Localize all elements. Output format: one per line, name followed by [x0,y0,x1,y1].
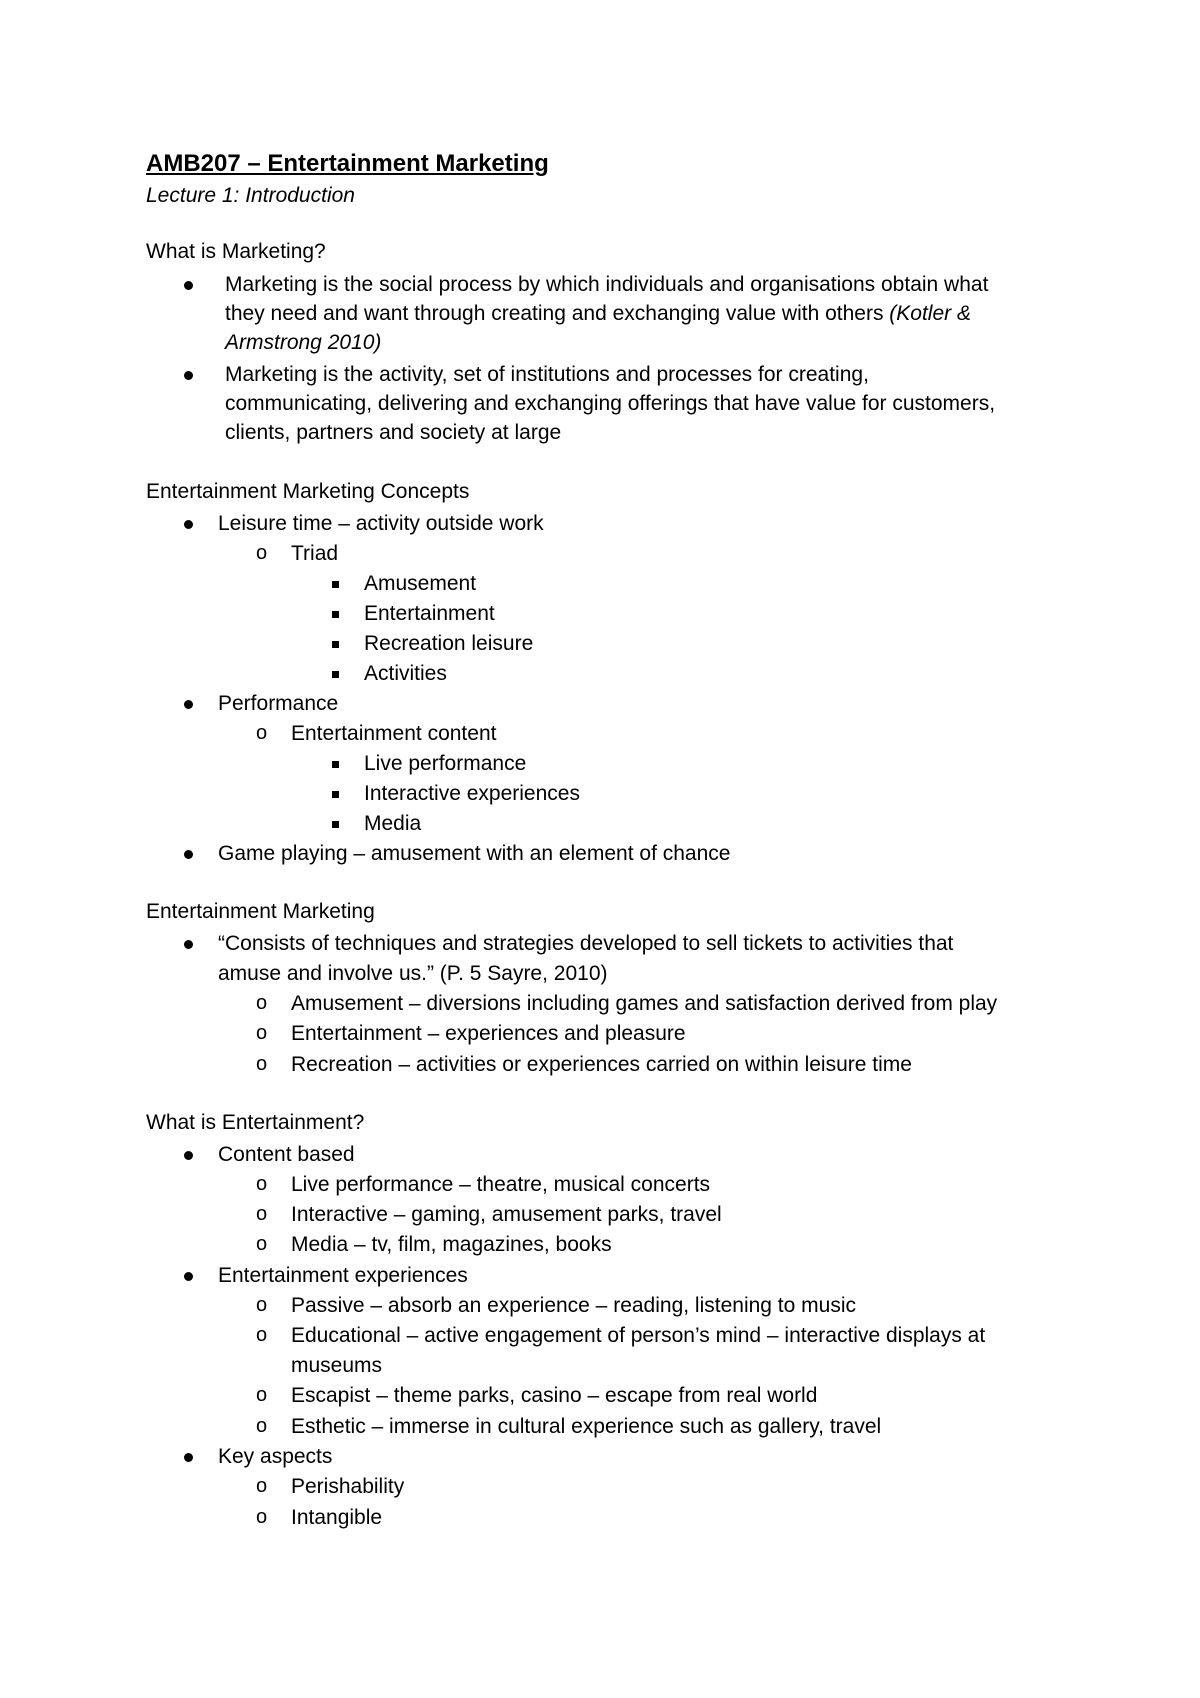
circle-bullet-icon: o [256,1506,268,1528]
document-subtitle: Lecture 1: Introduction [146,184,355,207]
bullet-icon [184,1140,193,1169]
list-item: Key aspects [218,1445,333,1468]
bullet-icon [184,689,193,718]
list-item: Entertainment – experiences and pleasure [291,1022,686,1045]
circle-bullet-icon: o [256,992,268,1014]
list-item: Interactive – gaming, amusement parks, travel [291,1203,722,1226]
list-item: Amusement – diversions including games and satisfaction derived from play [291,992,998,1015]
bullet-icon [184,509,193,538]
list-item: Perishability [291,1475,405,1498]
list-item: “Consists of techniques and strategies developed to sell tickets to activities that [218,932,954,955]
document-title: AMB207 – Entertainment Marketing [146,150,549,177]
circle-bullet-icon: o [256,722,268,744]
heading-entertainment-marketing: Entertainment Marketing [146,900,375,923]
circle-bullet-icon: o [256,1053,268,1075]
square-bullet-icon [332,599,339,628]
list-item-continuation: communicating, delivering and exchanging offerings that have value for customers, [225,392,996,415]
square-bullet-icon [332,659,339,688]
citation-continuation: Armstrong 2010) [225,331,382,354]
circle-bullet-icon: o [256,1294,268,1316]
list-item: Amusement [364,572,477,595]
list-item: Recreation leisure [364,632,534,655]
list-item: Educational – active engagement of person’s mind – interactive displays at [291,1324,986,1347]
circle-bullet-icon: o [256,542,268,564]
circle-bullet-icon: o [256,1233,268,1255]
list-item: Recreation – activities or experiences carried on within leisure time [291,1053,912,1076]
square-bullet-icon [332,779,339,808]
list-item-continuation: clients, partners and society at large [225,421,562,444]
bullet-icon [184,1261,193,1290]
bullet-icon [184,1442,193,1471]
citation: (Kotler & [889,302,971,325]
circle-bullet-icon: o [256,1022,268,1044]
square-bullet-icon [332,629,339,658]
list-item: Activities [364,662,447,685]
list-item: Triad [291,542,339,565]
bullet-icon [184,929,193,958]
heading-what-is-marketing: What is Marketing? [146,240,326,263]
circle-bullet-icon: o [256,1415,268,1437]
circle-bullet-icon: o [256,1475,268,1497]
list-item-continuation [225,299,971,328]
bullet-icon [184,839,193,868]
list-item: Content based [218,1143,355,1166]
list-item: Entertainment [364,602,495,625]
circle-bullet-icon: o [256,1384,268,1406]
bullet-icon [184,270,193,299]
square-bullet-icon [332,809,339,838]
list-item: Media – tv, film, magazines, books [291,1233,612,1256]
list-item-continuation: amuse and involve us.” (P. 5 Sayre, 2010) [218,962,608,985]
list-item-continuation: museums [291,1354,383,1377]
list-item: Escapist – theme parks, casino – escape from real world [291,1384,818,1407]
bullet-icon [184,360,193,389]
list-item: Marketing is the social process by which individuals and organisations obtain what [225,273,989,296]
list-item: Entertainment experiences [218,1264,468,1287]
list-item: Leisure time – activity outside work [218,512,544,535]
circle-bullet-icon: o [256,1173,268,1195]
list-item: Media [364,812,422,835]
list-item: Game playing – amusement with an element of chance [218,842,731,865]
circle-bullet-icon: o [256,1203,268,1225]
list-item: Performance [218,692,339,715]
square-bullet-icon [332,749,339,778]
circle-bullet-icon: o [256,1324,268,1346]
list-item: Interactive experiences [364,782,580,805]
list-item: Marketing is the activity, set of institutions and processes for creating, [225,363,869,386]
list-item: Esthetic – immerse in cultural experience such as gallery, travel [291,1415,882,1438]
list-item: Passive – absorb an experience – reading, listening to music [291,1294,856,1317]
list-item: Live performance [364,752,527,775]
list-item: Entertainment content [291,722,497,745]
list-item: Live performance – theatre, musical concerts [291,1173,711,1196]
square-bullet-icon [332,569,339,598]
list-item-text: they need and want through creating and exchanging value with others [225,302,890,325]
list-item: Intangible [291,1506,383,1529]
heading-what-is-entertainment: What is Entertainment? [146,1111,365,1134]
heading-concepts: Entertainment Marketing Concepts [146,480,470,503]
